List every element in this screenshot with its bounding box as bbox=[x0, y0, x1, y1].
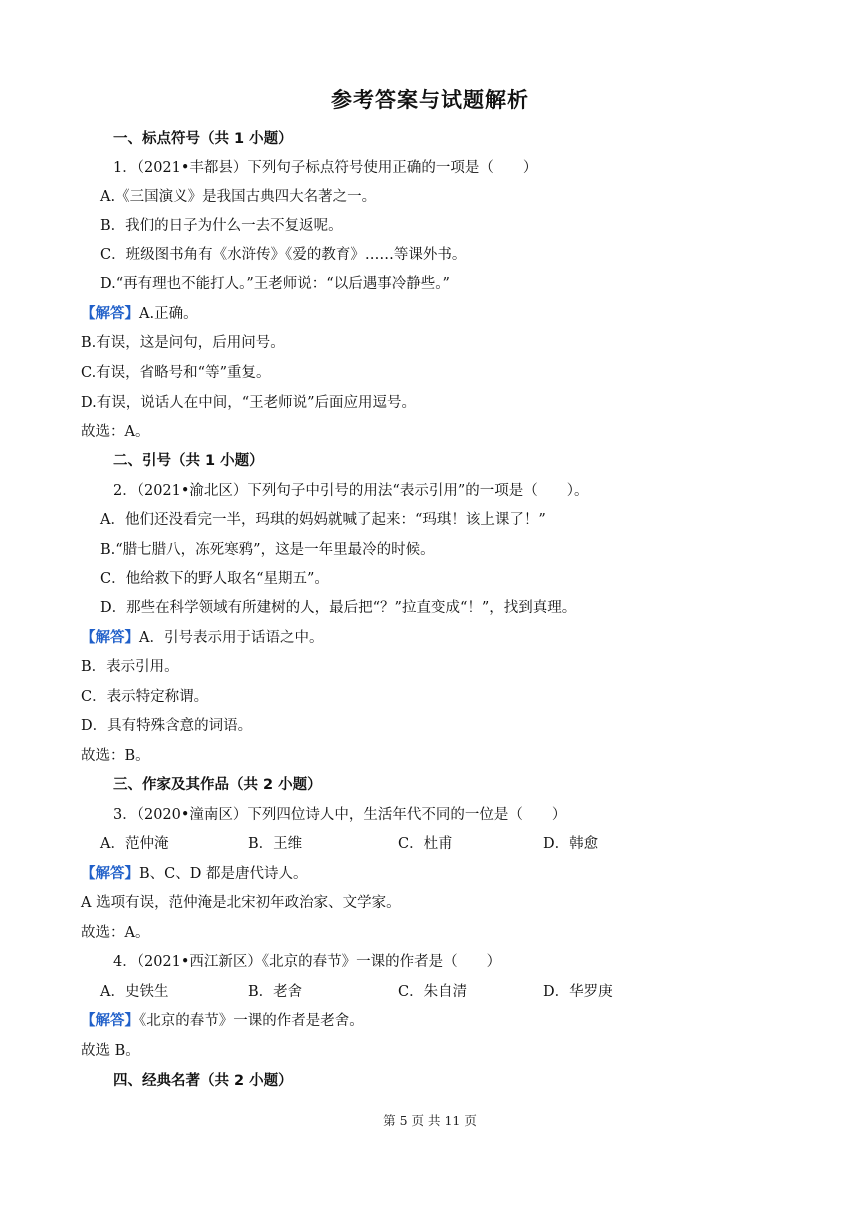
question-stem: 3．（2020•潼南区）下列四位诗人中，生活年代不同的一位是（ ） bbox=[113, 807, 567, 823]
answer-line: 故选：A。 bbox=[81, 424, 150, 440]
answer-tag: 【解答】 bbox=[81, 305, 139, 322]
question-stem: 1．（2021•丰都县）下列句子标点符号使用正确的一项是（ ） bbox=[113, 160, 538, 176]
question-option: D．那些在科学领域有所建树的人，最后把“？”拉直变成“！”，找到真理。 bbox=[100, 600, 577, 616]
question-option: D.“再有理也不能打人。”王老师说：“以后遇事冷静些。” bbox=[100, 276, 450, 292]
answer-line: C．表示特定称谓。 bbox=[81, 689, 209, 705]
question-option: B．老舍 bbox=[248, 984, 303, 1000]
question-option: A．他们还没看完一半，玛琪的妈妈就喊了起来：“玛琪！该上课了！” bbox=[100, 512, 546, 528]
answer-text: A．引号表示用于话语之中。 bbox=[139, 630, 324, 646]
question-option: B．我们的日子为什么一去不复返呢。 bbox=[100, 218, 343, 234]
section-heading: 一、标点符号（共 1 小题） bbox=[113, 131, 293, 147]
answer-line bbox=[81, 864, 307, 884]
answer-text: 《北京的春节》一课的作者是老舍。 bbox=[139, 1013, 364, 1029]
question-option: C．杜甫 bbox=[398, 836, 453, 852]
answer-line: B．表示引用。 bbox=[81, 659, 179, 675]
answer-line: 故选 B。 bbox=[81, 1043, 140, 1059]
question-option: A.《三国演义》是我国古典四大名著之一。 bbox=[100, 189, 377, 205]
answer-line: D.有误，说话人在中间，“王老师说”后面应用逗号。 bbox=[81, 395, 417, 411]
question-option: A．范仲淹 bbox=[100, 836, 169, 852]
question-option: D．韩愈 bbox=[543, 836, 599, 852]
section-heading: 三、作家及其作品（共 2 小题） bbox=[113, 777, 322, 793]
answer-tag: 【解答】 bbox=[81, 865, 139, 882]
section-heading: 二、引号（共 1 小题） bbox=[113, 453, 264, 469]
question-option: C．朱自清 bbox=[398, 984, 468, 1000]
question-option: C．班级图书角有《水浒传》《爱的教育》……等课外书。 bbox=[100, 247, 467, 263]
answer-text: B、C、D 都是唐代诗人。 bbox=[139, 866, 308, 882]
answer-line: 故选：B。 bbox=[81, 748, 150, 764]
answer-line: B.有误，这是问句，后用问号。 bbox=[81, 335, 285, 351]
answer-line bbox=[81, 304, 198, 324]
answer-line: D．具有特殊含意的词语。 bbox=[81, 718, 253, 734]
answer-line: 故选：A。 bbox=[81, 925, 150, 941]
page-footer: 第 5 页 共 11 页 bbox=[383, 1113, 477, 1128]
question-option: D．华罗庚 bbox=[543, 984, 613, 1000]
answer-text: A.正确。 bbox=[139, 306, 198, 322]
answer-line bbox=[81, 1011, 364, 1031]
question-stem: 4．（2021•西江新区）《北京的春节》一课的作者是（ ） bbox=[113, 954, 502, 970]
answer-line: C.有误，省略号和“等”重复。 bbox=[81, 365, 271, 381]
question-option: B．王维 bbox=[248, 836, 303, 852]
section-heading: 四、经典名著（共 2 小题） bbox=[113, 1073, 293, 1089]
question-option: B.“腊七腊八，冻死寒鸦”，这是一年里最冷的时候。 bbox=[100, 542, 435, 558]
answer-tag: 【解答】 bbox=[81, 629, 139, 646]
question-option: A．史铁生 bbox=[100, 984, 169, 1000]
answer-line bbox=[81, 628, 323, 648]
answer-line: A 选项有误，范仲淹是北宋初年政治家、文学家。 bbox=[81, 895, 401, 911]
page-title: 参考答案与试题解析 bbox=[331, 88, 529, 112]
question-stem: 2．（2021•渝北区）下列句子中引号的用法“表示引用”的一项是（ ）。 bbox=[113, 483, 589, 499]
answer-tag: 【解答】 bbox=[81, 1012, 139, 1029]
question-option: C．他给救下的野人取名“星期五”。 bbox=[100, 571, 329, 587]
